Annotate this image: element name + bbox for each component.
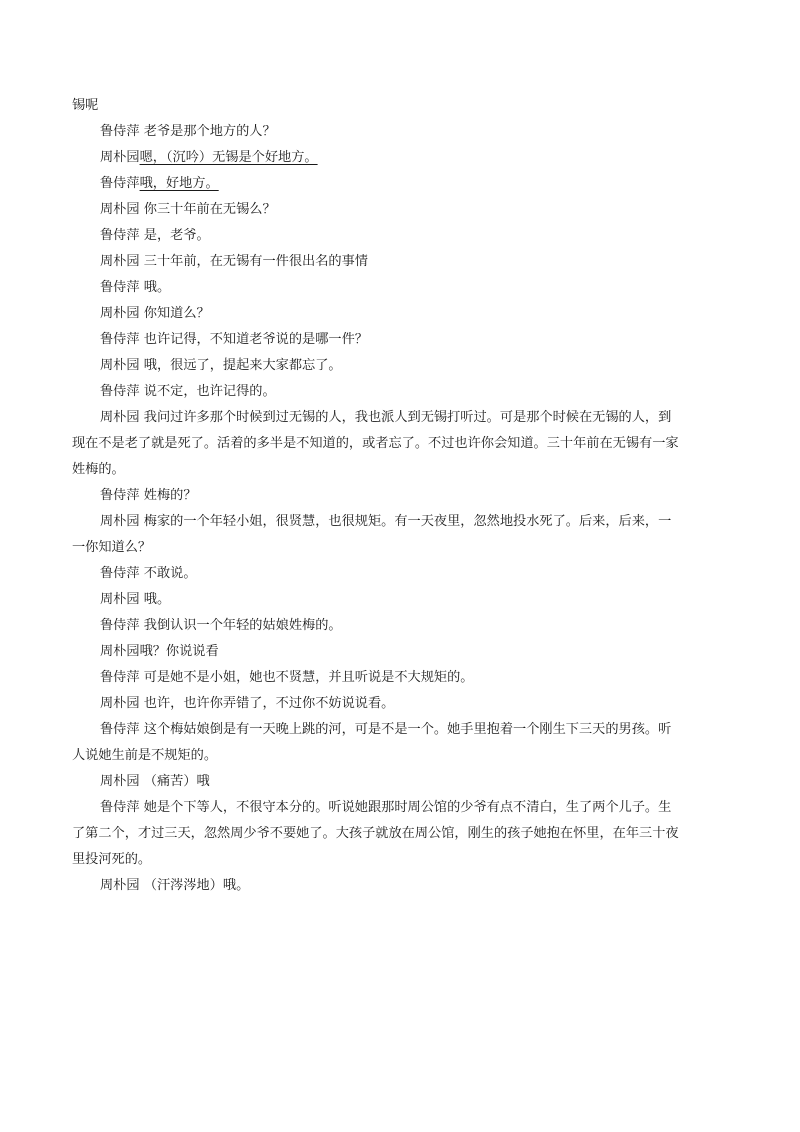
speaker-name: 周朴园 — [100, 878, 140, 893]
dialogue-line — [72, 145, 728, 171]
dialogue-line — [72, 197, 728, 223]
speaker-name: 鲁侍萍 — [100, 566, 140, 581]
continuation-line: 锡呢 — [72, 98, 99, 113]
dialogue-line — [72, 769, 728, 795]
dialogue-line — [72, 561, 728, 587]
dialogue-line — [72, 119, 728, 145]
dialogue-line — [72, 275, 728, 301]
speaker-name: 周朴园 — [100, 202, 140, 217]
speech-text: 嗯，（沉吟）无锡是个好地方。 — [139, 150, 318, 165]
dialogue-line — [72, 249, 728, 275]
dialogue-line — [72, 353, 728, 379]
dialogue-line — [72, 483, 728, 509]
dialogue-line — [72, 327, 728, 353]
speech-text: 哦。 — [143, 592, 171, 607]
dialogue-line — [72, 379, 728, 405]
speech-text: （痛苦）哦 — [143, 774, 210, 789]
dialogue-line — [72, 587, 728, 613]
speech-text: 我问过许多那个时候到过无锡的人，我也派人到无锡打听过。可是那个时候在无锡的人，到 — [143, 410, 672, 425]
continuation-line: 人说她生前是不规矩的。 — [72, 748, 218, 763]
dialogue-line — [72, 665, 728, 691]
speaker-name: 周朴园 — [100, 358, 140, 373]
speaker-name: 鲁侍萍 — [100, 176, 140, 191]
continuation-line: 了第二个，才过三天，忽然周少爷不要她了。大孩子就放在周公馆，刚生的孩子她抱在怀里，在年三十夜 — [72, 826, 679, 841]
dialogue-text-body — [72, 93, 728, 899]
speech-text: 这个梅姑娘倒是有一天晚上跳的河，可是不是一个。她手里抱着一个刚生下三天的男孩。听 — [143, 722, 672, 737]
dialogue-line — [72, 301, 728, 327]
continuation-line: 现在不是老了就是死了。活着的多半是不知道的，或者忘了。不过也许你会知道。三十年前在无锡有一家 — [72, 436, 679, 451]
speech-text: 哦。 — [143, 280, 171, 295]
speech-text: 哦？你说说看 — [139, 644, 219, 659]
speaker-name: 鲁侍萍 — [100, 124, 140, 139]
continuation-line: 姓梅的。 — [72, 462, 125, 477]
dialogue-line — [72, 223, 728, 249]
speaker-name: 周朴园 — [100, 306, 140, 321]
speaker-name: 周朴园 — [100, 644, 140, 659]
speaker-name: 鲁侍萍 — [100, 488, 140, 503]
speaker-name: 周朴园 — [100, 696, 140, 711]
speaker-name: 鲁侍萍 — [100, 618, 140, 633]
speech-text: 你知道么？ — [143, 306, 210, 321]
speaker-name: 周朴园 — [100, 514, 140, 529]
speech-text: 可是她不是小姐，她也不贤慧，并且听说是不大规矩的。 — [143, 670, 474, 685]
continuation-line: 里投河死的。 — [72, 852, 152, 867]
speaker-name: 周朴园 — [100, 592, 140, 607]
speaker-name: 周朴园 — [100, 254, 140, 269]
dialogue-line — [72, 795, 728, 821]
dialogue-line — [72, 873, 728, 899]
speaker-name: 鲁侍萍 — [100, 384, 140, 399]
dialogue-line — [72, 691, 728, 717]
speech-text: 梅家的一个年轻小姐，很贤慧，也很规矩。有一天夜里，忽然地投水死了。后来，后来，一 — [143, 514, 672, 529]
speech-text: 老爷是那个地方的人？ — [143, 124, 276, 139]
speaker-name: 鲁侍萍 — [100, 332, 140, 347]
speech-text: 不敢说。 — [143, 566, 197, 581]
speech-text: 哦，很远了，提起来大家都忘了。 — [143, 358, 342, 373]
speaker-name: 鲁侍萍 — [100, 800, 140, 815]
speaker-name: 鲁侍萍 — [100, 280, 140, 295]
speaker-name: 鲁侍萍 — [100, 722, 140, 737]
speaker-name: 鲁侍萍 — [100, 670, 140, 685]
speaker-name: 周朴园 — [100, 774, 140, 789]
speaker-name: 周朴园 — [100, 410, 140, 425]
speech-text: 说不定，也许记得的。 — [143, 384, 276, 399]
speech-text: 也许记得，不知道老爷说的是哪一件？ — [143, 332, 368, 347]
speech-text: 她是个下等人，不很守本分的。听说她跟那时周公馆的少爷有点不清白，生了两个儿子。生 — [143, 800, 672, 815]
dialogue-line — [72, 717, 728, 743]
speaker-name: 鲁侍萍 — [100, 228, 140, 243]
speech-text: 是，老爷。 — [143, 228, 210, 243]
dialogue-line — [72, 509, 728, 535]
speech-text: 你三十年前在无锡么？ — [143, 202, 276, 217]
speech-text: 哦，好地方。 — [139, 176, 219, 191]
speech-text: 也许，也许你弄错了，不过你不妨说说看。 — [143, 696, 395, 711]
continuation-line: 一你知道么？ — [72, 540, 152, 555]
speech-text: 姓梅的？ — [143, 488, 197, 503]
speaker-name: 周朴园 — [100, 150, 140, 165]
dialogue-line — [72, 405, 728, 431]
dialogue-line — [72, 639, 728, 665]
dialogue-line — [72, 613, 728, 639]
speech-text: 我倒认识一个年轻的姑娘姓梅的。 — [143, 618, 342, 633]
speech-text: 三十年前，在无锡有一件很出名的事情 — [143, 254, 368, 269]
speech-text: （汗涔涔地）哦。 — [143, 878, 250, 893]
dialogue-line — [72, 171, 728, 197]
